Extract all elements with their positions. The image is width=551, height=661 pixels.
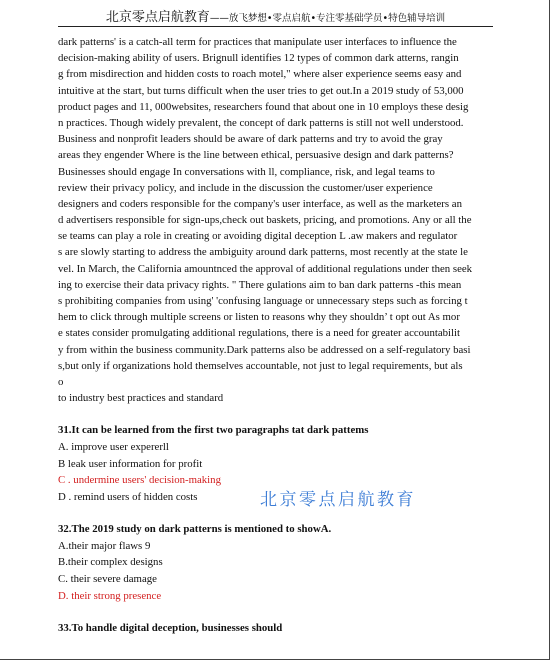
passage-line: s are slowly starting to address the ambiguity around dark patterns, most recently at the state le — [58, 246, 468, 259]
passage-line: y from within the business community.Dark patterns also be addressed on a self-regulatory basi — [58, 343, 471, 356]
answer-option-correct: D. their strong presence — [58, 589, 162, 602]
header-brand: 北京零点启航教育 — [105, 10, 210, 25]
header-divider — [58, 26, 493, 27]
passage-line: hem to click through multiple screens or listen to reasons why they shouldn’ t opt out As mor — [58, 311, 460, 324]
passage-line: areas they engender Where is the line between ethical, persuasive design and dark patterns? — [58, 149, 454, 162]
question-list — [58, 422, 494, 637]
passage-line: Businesses should engage In conversations with ll, compliance, risk, and legal teams to — [58, 165, 435, 178]
passage-line: ing to exercise their data privacy rights. " There gulations aim to ban dark patterns -this mean — [58, 278, 462, 291]
passage-line: product pages and 11, 000websites, researchers found that about one in 10 employs these desig — [58, 100, 469, 113]
answer-option: A.their major flaws 9 — [58, 539, 151, 552]
passage-line: e states consider promulgating additional regulations, there is a need for greater accountabilit — [58, 327, 461, 340]
question-title: 33.To handle digital deception, businesses should — [58, 622, 283, 635]
document-body — [58, 34, 494, 637]
page-header — [0, 6, 551, 26]
answer-option: D . remind users of hidden costs — [58, 490, 198, 503]
passage-line: Business and nonprofit leaders should be aware of dark patterns and try to avoid the gray — [58, 133, 443, 146]
passage-line: review their privacy policy, and include in the discussion the customer/user experience — [58, 181, 433, 194]
passage-line: s,but only if organizations hold themselves accountable, not just to legal requirements, but als — [58, 359, 463, 372]
passage-line: vel. In March, the California amountnced the approval of additional regulations under then seek — [58, 262, 473, 275]
question-block — [58, 620, 494, 637]
passage-line: decision-making ability of users. Brignull identifies 12 types of common dark atterns, rangin — [58, 52, 459, 65]
passage-line: n practices. Though widely prevalent, the concept of dark patterns is still not well understood. — [58, 116, 464, 129]
header-tagline: ——放飞梦想•零点启航•专注零基础学员•特色辅导培训 — [209, 13, 446, 24]
passage-line: d advertisers responsible for sign-ups,check out baskets, pricing, and promotions. Any or all the — [58, 214, 472, 227]
passage-line: intuitive at the start, but turns difficult when the user tries to get out.In a 2019 study of 53,000 — [58, 84, 464, 97]
passage-line: dark patterns' is a catch-all term for practices that manipulate user interfaces to influence the — [58, 36, 457, 48]
passage-line: to industry best practices and standard — [58, 392, 224, 405]
answer-option: B.their complex designs — [58, 556, 163, 569]
question-block — [58, 521, 494, 604]
passage-line: o — [58, 375, 64, 388]
answer-option: B leak user information for profit — [58, 457, 203, 470]
question-title: 31.It can be learned from the first two paragraphs tat dark pattems — [58, 424, 369, 437]
answer-option: C. their severe damage — [58, 573, 157, 586]
watermark-text: 北京零点启航教育 — [260, 490, 416, 510]
question-title: 32.The 2019 study on dark patterns is mentioned to showA. — [58, 523, 332, 536]
answer-option-correct: C . undermine users' decision-making — [58, 474, 221, 487]
passage-line: g from misdirection and hidden costs to roach motel," where alser experience seems easy and — [58, 68, 462, 81]
reading-passage — [58, 34, 494, 406]
passage-line: designers and coders responsible for the company's user interface, as well as the marketers an — [58, 197, 462, 210]
passage-line: s prohibiting companies from using' 'confusing language or unnecessary steps such as forcing t — [58, 295, 468, 307]
answer-option: A. improve user expererll — [58, 440, 169, 453]
passage-line: se teams can play a role in creating or avoiding digital deception L .aw makers and regulator — [58, 230, 458, 243]
